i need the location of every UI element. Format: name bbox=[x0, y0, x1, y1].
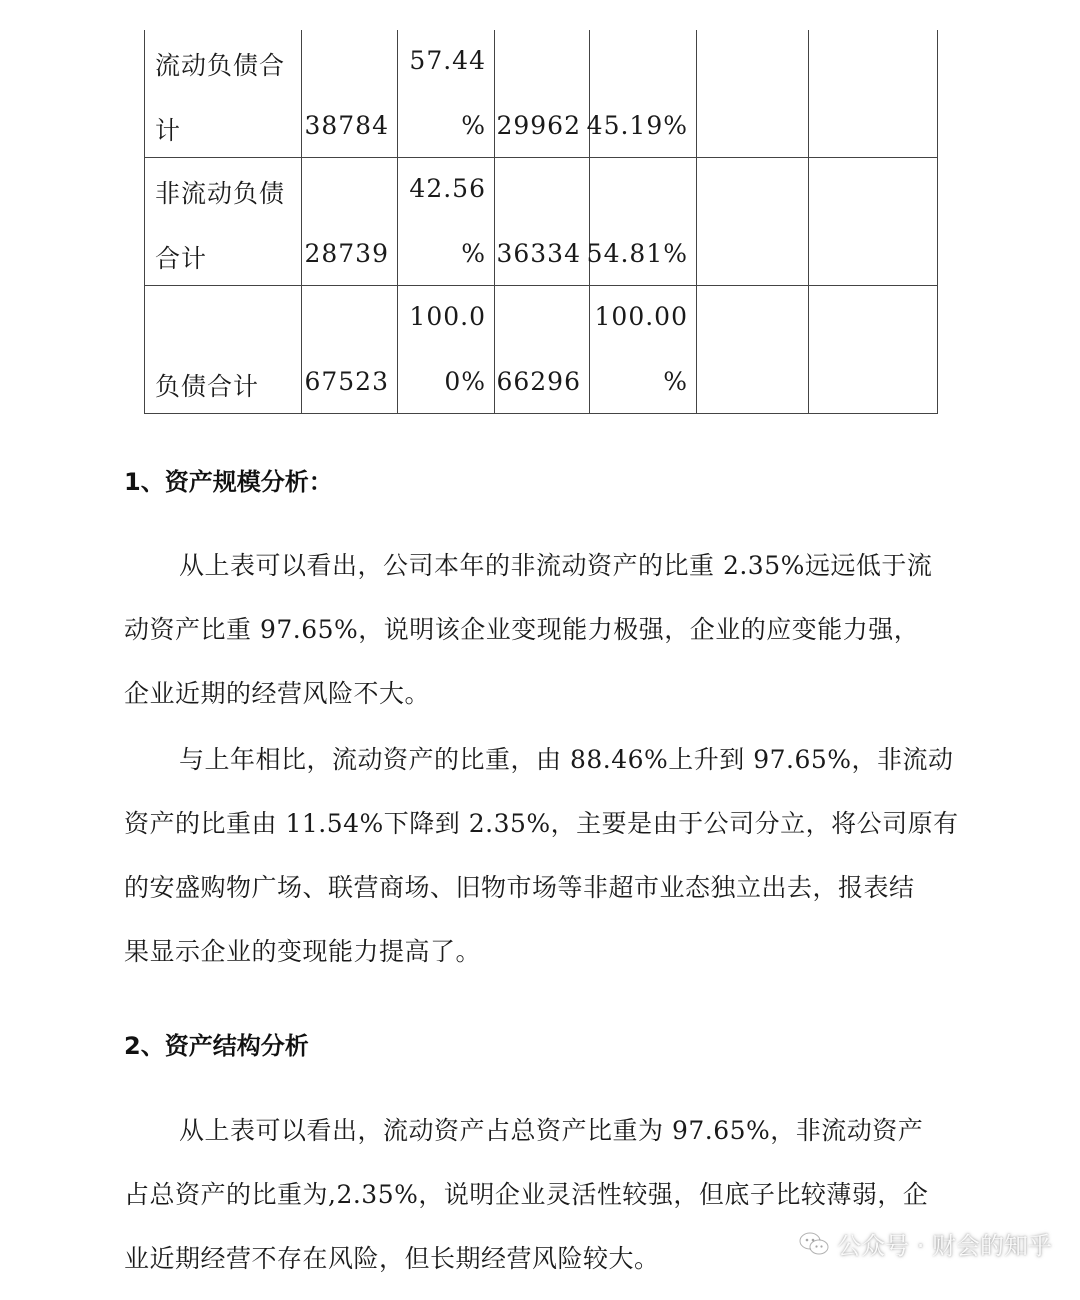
liabilities-table bbox=[144, 30, 938, 414]
row-label-line1: 流动负债合 bbox=[155, 51, 286, 80]
paragraph-line: 的安盛购物广场、联营商场、旧物市场等非超市业态独立出去，报表结 bbox=[124, 873, 915, 902]
row-label-cell bbox=[145, 30, 302, 158]
table-row bbox=[145, 30, 938, 158]
section2-paragraph1 bbox=[124, 1099, 964, 1291]
percent-cell bbox=[586, 30, 697, 158]
percent-cell bbox=[398, 286, 495, 414]
paragraph-line: 占总资产的比重为,2.35%，说明企业灵活性较强，但底子比较薄弱，企 bbox=[124, 1180, 929, 1209]
percent-cell bbox=[586, 158, 697, 286]
empty-cell bbox=[809, 286, 938, 414]
value-cell bbox=[495, 158, 590, 286]
prior-year-percent-line1: 100.00 bbox=[594, 302, 688, 331]
prior-year-value: 36334 bbox=[496, 239, 581, 268]
row-label-cell bbox=[145, 158, 302, 286]
paragraph-line: 资产的比重由 11.54%下降到 2.35%，主要是由于公司分立，将公司原有 bbox=[124, 809, 959, 838]
percent-cell bbox=[398, 30, 495, 158]
table-row bbox=[145, 286, 938, 414]
value-cell bbox=[495, 30, 590, 158]
empty-cell bbox=[697, 30, 809, 158]
value-cell bbox=[302, 158, 398, 286]
section1-heading: 1、资产规模分析： bbox=[124, 468, 333, 496]
paragraph-line: 企业近期的经营风险不大。 bbox=[124, 679, 431, 708]
section1-paragraph2 bbox=[124, 728, 964, 984]
watermark-text: 公众号 · 财会的知乎 bbox=[837, 1232, 1052, 1260]
prior-year-percent-line2: 45.19% bbox=[586, 111, 688, 140]
empty-cell bbox=[809, 158, 938, 286]
section2-heading: 2、资产结构分析 bbox=[124, 1032, 309, 1060]
empty-cell bbox=[697, 286, 809, 414]
current-year-percent-line1: 100.0 bbox=[409, 302, 486, 331]
prior-year-percent-line2: % bbox=[663, 367, 688, 396]
empty-cell bbox=[809, 30, 938, 158]
current-year-percent-line2: 0% bbox=[444, 367, 486, 396]
row-label-cell bbox=[145, 286, 302, 414]
percent-cell bbox=[398, 158, 495, 286]
current-year-value: 28739 bbox=[304, 239, 389, 268]
value-cell bbox=[495, 286, 590, 414]
watermark bbox=[799, 1226, 1052, 1261]
current-year-percent-line1: 57.44 bbox=[409, 46, 486, 75]
paragraph-line: 从上表可以看出，公司本年的非流动资产的比重 2.35%远远低于流 bbox=[179, 551, 933, 580]
paragraph-line: 果显示企业的变现能力提高了。 bbox=[124, 937, 482, 966]
current-year-value: 67523 bbox=[304, 367, 389, 396]
value-cell bbox=[302, 30, 398, 158]
row-label-line2: 负债合计 bbox=[155, 372, 260, 401]
paragraph-line: 业近期经营不存在风险，但长期经营风险较大。 bbox=[124, 1244, 660, 1273]
current-year-value: 38784 bbox=[304, 111, 389, 140]
prior-year-value: 29962 bbox=[496, 111, 581, 140]
current-year-percent-line2: % bbox=[461, 239, 486, 268]
paragraph-line: 从上表可以看出，流动资产占总资产比重为 97.65%，非流动资产 bbox=[179, 1116, 924, 1145]
percent-cell bbox=[590, 286, 697, 414]
paragraph-line: 与上年相比，流动资产的比重，由 88.46%上升到 97.65%，非流动 bbox=[179, 745, 954, 774]
table-row bbox=[145, 158, 938, 286]
value-cell bbox=[302, 286, 398, 414]
row-label-line1: 非流动负债 bbox=[155, 179, 286, 208]
prior-year-value: 66296 bbox=[496, 367, 581, 396]
row-label-line2: 计 bbox=[155, 116, 182, 145]
current-year-percent-line2: % bbox=[461, 111, 486, 140]
wechat-icon bbox=[799, 1231, 829, 1257]
prior-year-percent-line2: 54.81% bbox=[586, 239, 688, 268]
paragraph-line: 动资产比重 97.65%，说明该企业变现能力极强，企业的应变能力强， bbox=[124, 615, 920, 644]
section1-paragraph1 bbox=[124, 534, 964, 726]
row-label-line2: 合计 bbox=[155, 244, 208, 273]
current-year-percent-line1: 42.56 bbox=[409, 174, 486, 203]
empty-cell bbox=[697, 158, 809, 286]
